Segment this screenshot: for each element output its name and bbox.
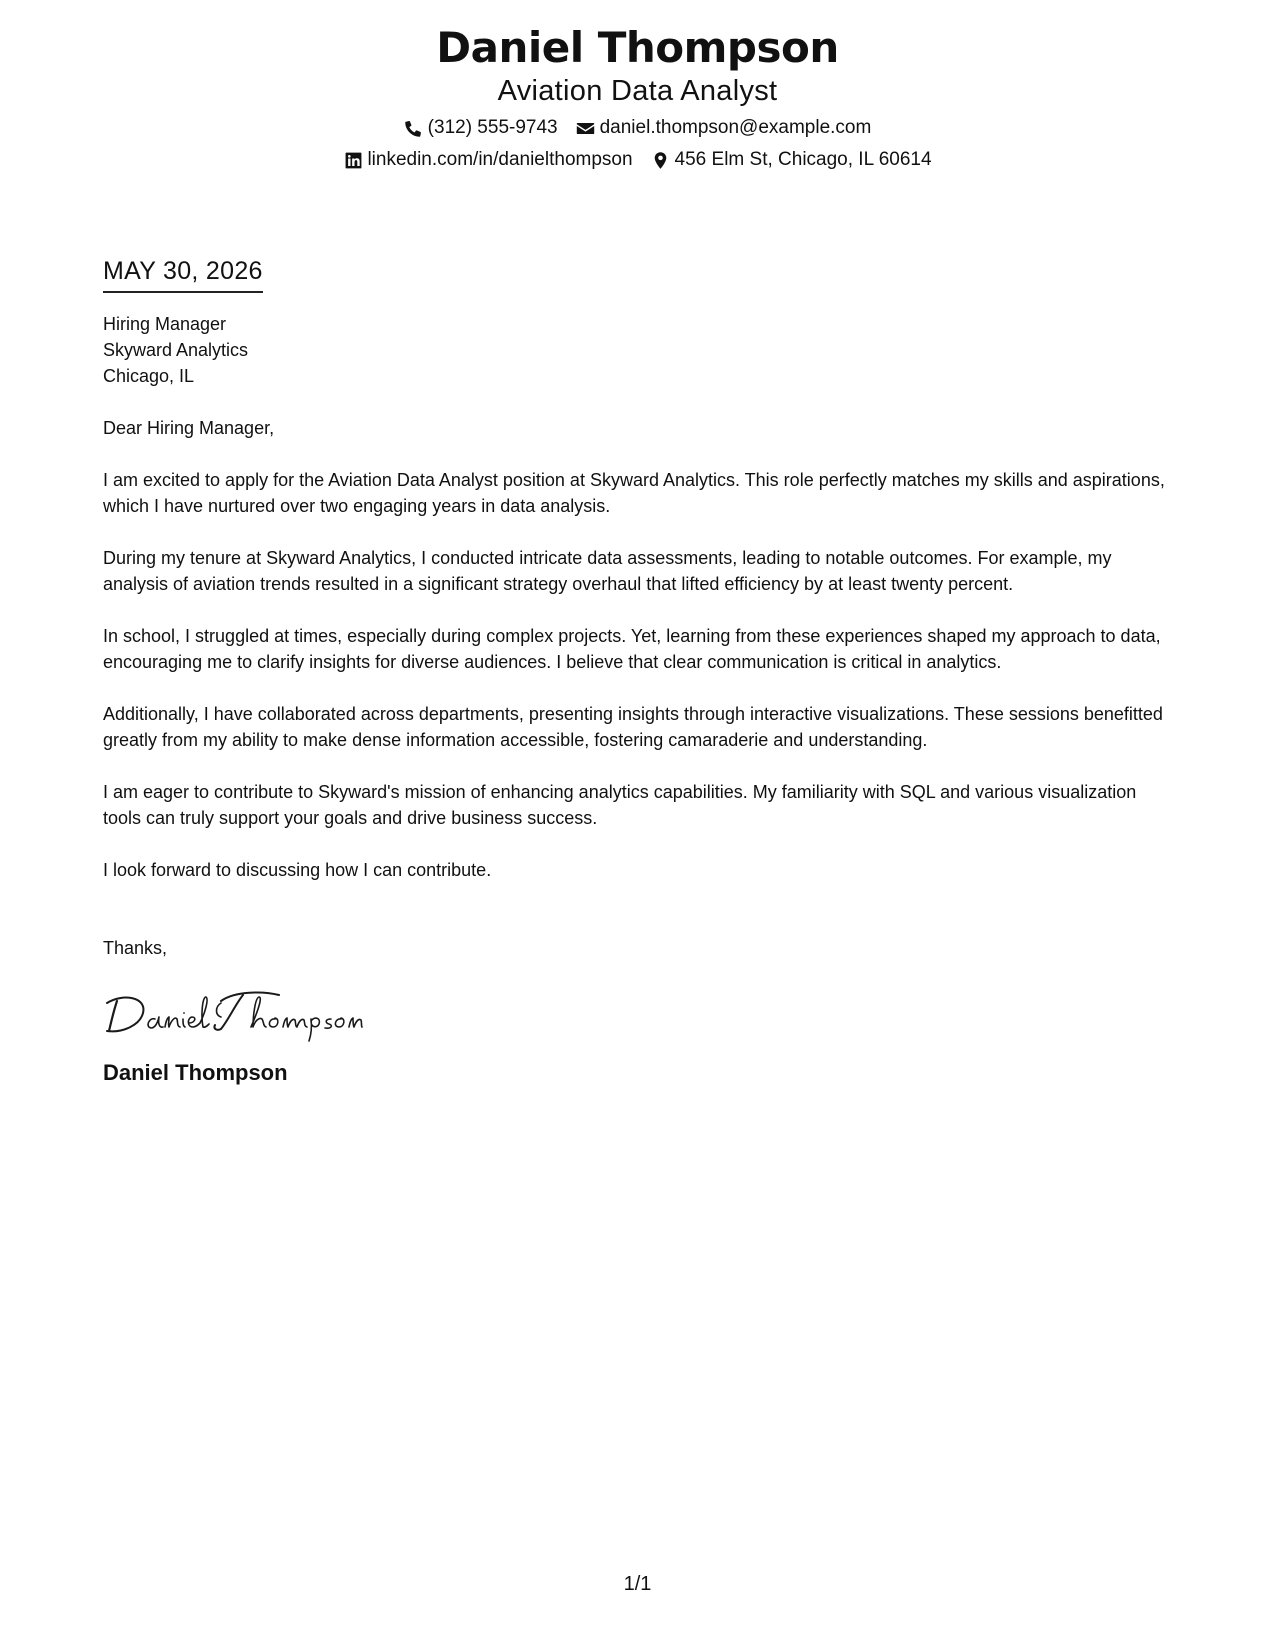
page-number: 1/1 [623, 1573, 652, 1595]
body-paragraph: I am excited to apply for the Aviation Data Analyst position at Skyward Analytics. This role perfectly matches my skills and aspirations, which I have nurtured over two engaging years in data analysis. [103, 470, 1165, 516]
map-marker-icon [651, 150, 671, 170]
body-paragraph: During my tenure at Skyward Analytics, I conducted intricate data assessments, leading to notable outcomes. For example, my analysis of aviation trends resulted in a significant strategy overhaul that lifted efficiency by at least twenty percent. [103, 548, 1112, 594]
applicant-title: Aviation Data Analyst [497, 75, 778, 107]
letter-date: MAY 30, 2026 [103, 255, 263, 293]
letter-header [0, 22, 1275, 172]
contact-phone [404, 116, 558, 140]
contact-row-2 [0, 148, 1275, 172]
phone-text: (312) 555-9743 [427, 117, 558, 138]
linkedin-icon [343, 150, 363, 170]
envelope-icon [576, 118, 596, 138]
body-paragraph: In school, I struggled at times, especially during complex projects. Yet, learning from these experiences shaped my approach to data, encouraging me to clarify insights for diverse audiences. I believe that clear communication is critical in analytics. [103, 626, 1161, 672]
recipient-block [103, 311, 1178, 389]
recipient-line: Chicago, IL [103, 366, 195, 386]
phone-icon [404, 118, 424, 138]
closing: Thanks, [103, 938, 168, 958]
address-text: 456 Elm St, Chicago, IL 60614 [674, 149, 932, 170]
body-paragraph: I look forward to discussing how I can contribute. [103, 860, 492, 880]
letter-body [103, 255, 1178, 1087]
handwritten-signature [103, 983, 1178, 1045]
linkedin-link[interactable]: linkedin.com/in/danielthompson [367, 149, 633, 170]
contact-linkedin [343, 148, 632, 172]
body-paragraph: Additionally, I have collaborated across departments, presenting insights through interactive visualizations. These sessions benefitted greatly from my ability to make dense information accessible, fostering camaraderie and understanding. [103, 704, 1163, 750]
salutation: Dear Hiring Manager, [103, 418, 275, 438]
contact-address [651, 148, 932, 172]
recipient-line: Hiring Manager [103, 314, 227, 334]
contact-row-1 [0, 116, 1275, 140]
contact-email [576, 116, 872, 140]
applicant-name: Daniel Thompson [436, 23, 839, 72]
email-link[interactable]: daniel.thompson@example.com [599, 117, 872, 138]
signed-name: Daniel Thompson [103, 1060, 288, 1085]
body-paragraph: I am eager to contribute to Skyward's mission of enhancing analytics capabilities. My familiarity with SQL and various visualization tools can truly support your goals and drive business success. [103, 782, 1137, 828]
recipient-line: Skyward Analytics [103, 340, 249, 360]
